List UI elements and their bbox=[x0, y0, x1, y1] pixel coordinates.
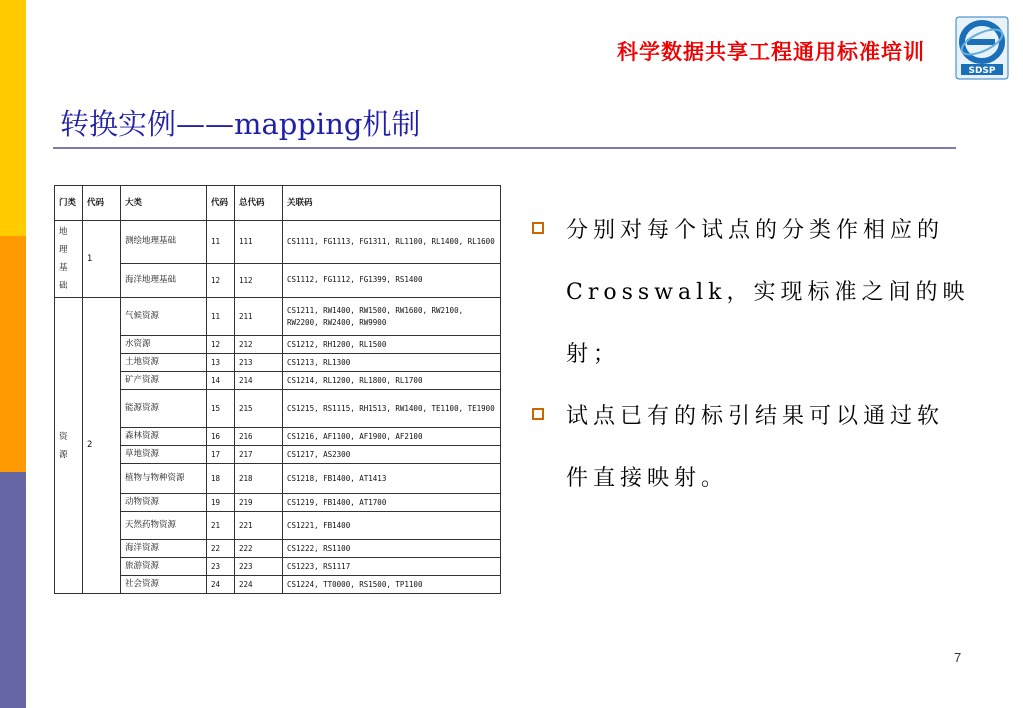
table-row bbox=[55, 494, 501, 512]
class-code: 23 bbox=[207, 558, 235, 576]
class-name: 社会资源 bbox=[121, 576, 207, 594]
total-code: 112 bbox=[235, 263, 283, 297]
class-name: 土地资源 bbox=[121, 354, 207, 372]
table-header-row bbox=[55, 186, 501, 221]
total-code: 111 bbox=[235, 221, 283, 264]
total-code: 223 bbox=[235, 558, 283, 576]
total-code: 214 bbox=[235, 372, 283, 390]
mapping-table-image bbox=[54, 185, 501, 612]
class-name: 海洋地理基础 bbox=[121, 263, 207, 297]
related-code: CS1214, RL1200, RL1800, RL1700 bbox=[283, 372, 501, 390]
side-stripe-orange bbox=[0, 236, 26, 472]
slide-title: 转换实例——mapping机制 bbox=[60, 107, 421, 141]
mapping-table bbox=[54, 185, 501, 594]
class-code: 11 bbox=[207, 298, 235, 336]
page-number: 7 bbox=[954, 650, 962, 665]
category-code-cell: 2 bbox=[83, 298, 121, 594]
side-stripe-purple bbox=[0, 472, 26, 708]
class-code: 18 bbox=[207, 464, 235, 494]
class-code: 11 bbox=[207, 221, 235, 264]
class-name: 森林资源 bbox=[121, 428, 207, 446]
related-code: CS1224, TT0000, RS1500, TP1100 bbox=[283, 576, 501, 594]
related-code: CS1211, RW1400, RW1500, RW1600, RW2100, RW2200, RW2400, RW9900 bbox=[283, 298, 501, 336]
table-row bbox=[55, 354, 501, 372]
table-row bbox=[55, 372, 501, 390]
related-code: CS1221, FB1400 bbox=[283, 512, 501, 540]
class-name: 海洋资源 bbox=[121, 540, 207, 558]
total-code: 224 bbox=[235, 576, 283, 594]
total-code: 212 bbox=[235, 336, 283, 354]
class-code: 17 bbox=[207, 446, 235, 464]
total-code: 218 bbox=[235, 464, 283, 494]
class-name: 气候资源 bbox=[121, 298, 207, 336]
hollow-square-bullet-icon bbox=[532, 222, 544, 234]
bullet-text: 分别对每个试点的分类作相应的Crosswalk，实现标准之间的映射； bbox=[566, 218, 970, 367]
class-code: 24 bbox=[207, 576, 235, 594]
class-code: 16 bbox=[207, 428, 235, 446]
related-code: CS1111, FG1113, FG1311, RL1100, RL1400, RL1600 bbox=[283, 221, 501, 264]
header-class: 大类 bbox=[121, 186, 207, 221]
class-code: 15 bbox=[207, 390, 235, 428]
table-row bbox=[55, 464, 501, 494]
table-row bbox=[55, 263, 501, 297]
hollow-square-bullet-icon bbox=[532, 408, 544, 420]
header-class-code: 代码 bbox=[207, 186, 235, 221]
header-total-code: 总代码 bbox=[235, 186, 283, 221]
class-code: 22 bbox=[207, 540, 235, 558]
related-code: CS1215, RS1115, RH1513, RW1400, TE1100, TE1900 bbox=[283, 390, 501, 428]
category-cell: 资源 bbox=[55, 298, 83, 594]
table-row bbox=[55, 576, 501, 594]
header-related-code: 关联码 bbox=[283, 186, 501, 221]
class-name: 矿产资源 bbox=[121, 372, 207, 390]
total-code: 219 bbox=[235, 494, 283, 512]
related-code: CS1223, RS1117 bbox=[283, 558, 501, 576]
class-code: 12 bbox=[207, 263, 235, 297]
total-code: 222 bbox=[235, 540, 283, 558]
total-code: 217 bbox=[235, 446, 283, 464]
related-code: CS1217, AS2300 bbox=[283, 446, 501, 464]
related-code: CS1219, FB1400, AT1700 bbox=[283, 494, 501, 512]
table-row bbox=[55, 336, 501, 354]
table-row bbox=[55, 446, 501, 464]
total-code: 221 bbox=[235, 512, 283, 540]
class-name: 植物与物种资源 bbox=[121, 464, 207, 494]
header-category: 门类 bbox=[55, 186, 83, 221]
sdsp-logo bbox=[955, 16, 1009, 80]
related-code: CS1222, RS1100 bbox=[283, 540, 501, 558]
class-name: 草地资源 bbox=[121, 446, 207, 464]
class-code: 14 bbox=[207, 372, 235, 390]
table-row bbox=[55, 390, 501, 428]
bullet-item bbox=[530, 200, 970, 386]
table-row bbox=[55, 428, 501, 446]
total-code: 216 bbox=[235, 428, 283, 446]
table-row bbox=[55, 512, 501, 540]
bullet-text: 试点已有的标引结果可以通过软件直接映射。 bbox=[566, 404, 945, 491]
table-row bbox=[55, 298, 501, 336]
class-name: 动物资源 bbox=[121, 494, 207, 512]
bullet-item bbox=[530, 386, 970, 510]
class-code: 13 bbox=[207, 354, 235, 372]
title-underline bbox=[53, 147, 956, 149]
total-code: 213 bbox=[235, 354, 283, 372]
related-code: CS1216, AF1100, AF1900, AF2100 bbox=[283, 428, 501, 446]
table-row bbox=[55, 540, 501, 558]
class-code: 19 bbox=[207, 494, 235, 512]
table-row bbox=[55, 558, 501, 576]
total-code: 215 bbox=[235, 390, 283, 428]
class-name: 旅游资源 bbox=[121, 558, 207, 576]
related-code: CS1212, RH1200, RL1500 bbox=[283, 336, 501, 354]
bullet-list bbox=[530, 200, 970, 510]
category-code-cell: 1 bbox=[83, 221, 121, 298]
table-row bbox=[55, 221, 501, 264]
category-cell: 地理基础 bbox=[55, 221, 83, 298]
header-code: 代码 bbox=[83, 186, 121, 221]
class-code: 21 bbox=[207, 512, 235, 540]
related-code: CS1218, FB1400, AT1413 bbox=[283, 464, 501, 494]
total-code: 211 bbox=[235, 298, 283, 336]
class-name: 测绘地理基础 bbox=[121, 221, 207, 264]
side-stripe-yellow bbox=[0, 0, 26, 236]
class-name: 天然药物资源 bbox=[121, 512, 207, 540]
class-name: 水资源 bbox=[121, 336, 207, 354]
class-code: 12 bbox=[207, 336, 235, 354]
related-code: CS1213, RL1300 bbox=[283, 354, 501, 372]
logo-text: SDSP bbox=[968, 66, 996, 76]
class-name: 能源资源 bbox=[121, 390, 207, 428]
header-title: 科学数据共享工程通用标准培训 bbox=[617, 39, 925, 64]
related-code: CS1112, FG1112, FG1399, RS1400 bbox=[283, 263, 501, 297]
